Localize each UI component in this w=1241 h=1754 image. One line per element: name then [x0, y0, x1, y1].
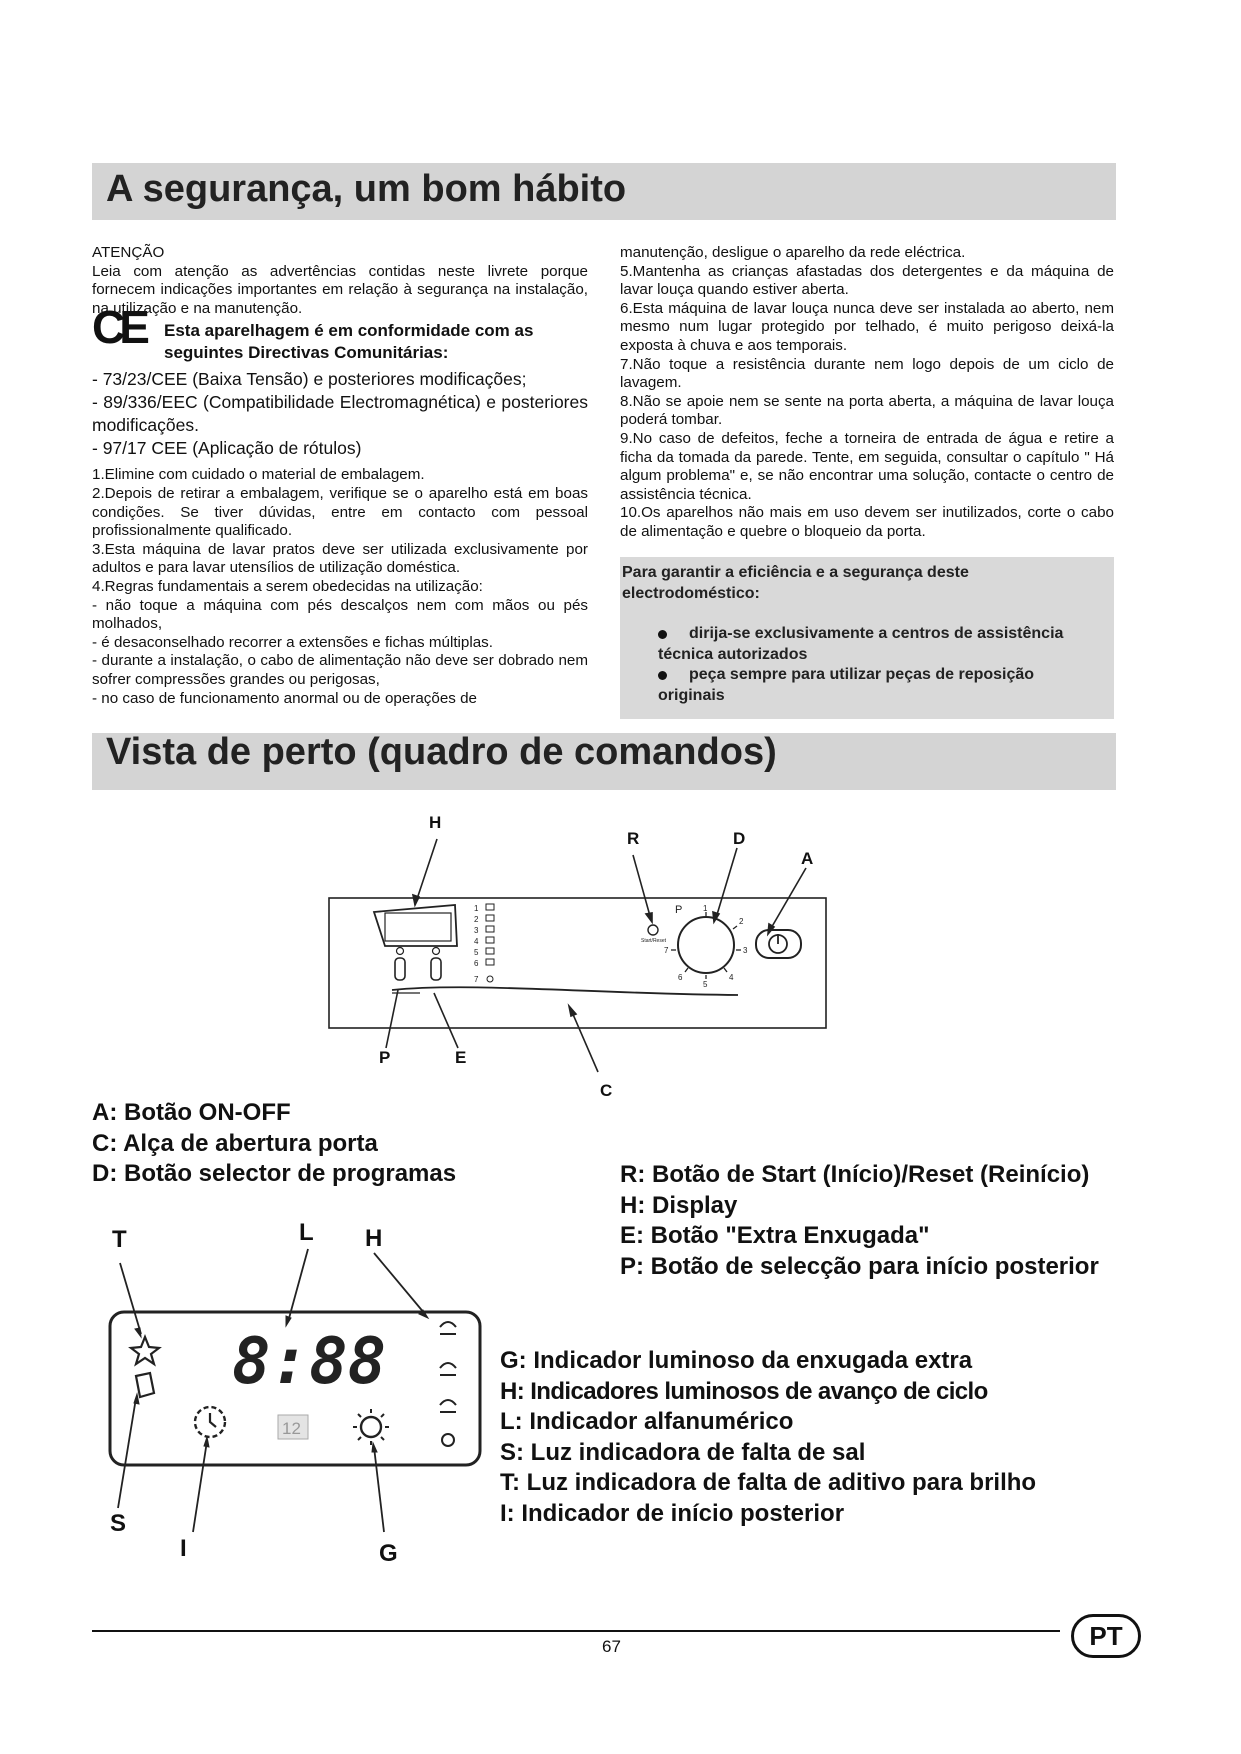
legend-p: P: Botão de selecção para início posterior	[620, 1252, 1099, 1280]
safety-item-6: 6.Esta máquina de lavar louça nunca deve ser instalada ao aberto, nem mesmo num lugar protegido por telhado, é muito perigoso deixá-la exposta à chuva e aos temporais.	[620, 299, 1114, 354]
safety-item-4b: - é desaconselhado recorrer a extensões e fichas múltiplas.	[92, 633, 493, 651]
knob-number-5: 5	[703, 980, 708, 989]
display-digits: 8:88	[232, 1325, 387, 1399]
attention-label: ATENÇÃO	[92, 244, 165, 261]
safety-item-10: 10.Os aparelhos não mais em uso devem ser inutilizados, corte o cabo de alimentação e quebre o bloqueio da porta.	[620, 504, 1114, 540]
display-window	[374, 905, 457, 946]
page-number: 67	[602, 1637, 621, 1656]
safety-item-4d: - no caso de funcionamento anormal ou de operações de	[92, 689, 478, 707]
panel-label-c: C	[600, 1081, 613, 1100]
legend-l: L: Indicador alfanumérico	[500, 1408, 794, 1435]
knob-number-4: 4	[729, 973, 734, 982]
display-label-g: G	[379, 1540, 398, 1567]
indicator-number-5: 5	[474, 948, 479, 957]
guarantee-bullet-2: peça sempre para utilizar peças de reposição originais	[658, 666, 1035, 704]
display-p-mark: P	[675, 904, 683, 916]
language-badge: PT	[1071, 1614, 1141, 1658]
knob-number-2: 2	[739, 917, 744, 926]
start-reset-button	[648, 925, 658, 935]
legend-r: R: Botão de Start (Início)/Reset (Reinício)	[620, 1161, 1090, 1188]
legend-a: A: Botão ON-OFF	[92, 1099, 291, 1126]
knob-number-6: 6	[678, 973, 683, 982]
legend-d: D: Botão selector de programas	[92, 1160, 457, 1187]
display-diagram	[0, 1200, 520, 1580]
page-title: A segurança, um bom hábito	[106, 168, 627, 210]
ce-mark-logo: CE	[92, 301, 144, 354]
knob-number-3: 3	[743, 946, 748, 955]
panel-label-a: A	[801, 849, 814, 868]
safety-item-4a: - não toque a máquina com pés descalços nem com mãos ou pés molhados,	[92, 596, 588, 633]
indicator-number-2: 2	[474, 915, 479, 924]
extra-dry-sun-icon	[361, 1417, 381, 1437]
start-reset-text: Start/Reset	[641, 938, 667, 944]
footer-rule	[92, 1630, 1060, 1632]
legend-e: E: Botão "Extra Enxugada"	[620, 1222, 930, 1249]
conformity-line1: Esta aparelhagem é em conformidade com as	[164, 321, 534, 341]
salt-icon	[136, 1373, 154, 1397]
legend-t: T: Luz indicadora de falta de aditivo para brilho	[500, 1469, 1037, 1496]
guarantee-bullet-1: dirija-se exclusivamente a centros de assistência técnica autorizados	[658, 625, 1064, 663]
panel-label-h: H	[429, 813, 442, 832]
panel-label-e: E	[455, 1048, 467, 1067]
indicator-number-3: 3	[474, 926, 479, 935]
safety-item-7: 7.Não toque a resistência durante nem logo depois de um ciclo de lavagem.	[620, 355, 1114, 392]
indicator-number-1: 1	[474, 904, 479, 913]
safety-item-1: 1.Elimine com cuidado o material de embalagem.	[92, 466, 425, 484]
display-label-h: H	[365, 1225, 383, 1252]
cycle-dry-icon	[442, 1434, 454, 1446]
display-label-i: I	[180, 1535, 187, 1562]
cycle-prewash-icon	[440, 1322, 456, 1334]
knob-number-1: 1	[703, 904, 708, 913]
delay-button	[395, 958, 405, 980]
panel-legend-left	[92, 1098, 456, 1190]
guarantee-heading: Para garantir a eficiência e a segurança deste electrodoméstico:	[622, 564, 969, 602]
extra-dry-button	[431, 958, 441, 980]
panel-label-d: D	[733, 829, 746, 848]
conformity-line2: seguintes Directivas Comunitárias:	[164, 343, 449, 363]
legend-h-cycle: H: Indicadores luminosos de avanço de ciclo	[500, 1377, 988, 1405]
safety-item-5: 5.Mantenha as crianças afastadas dos detergentes e da máquina de lavar louça quando estiver aberta.	[620, 262, 1114, 299]
safety-item-4: 4.Regras fundamentais a serem obedecidas na utilização:	[92, 577, 483, 595]
rinse-aid-star-icon	[131, 1337, 159, 1364]
legend-s: S: Luz indicadora de falta de sal	[500, 1438, 866, 1466]
safety-item-9: 9.No caso de defeitos, feche a torneira de entrada de água e retire a ficha da tomada da parede. Tente, em seguida, consultar o capítulo " Há algum problema" e, se não encontrar uma solução, contacte o centro de assistência técnica.	[620, 429, 1114, 503]
safety-item-3: 3.Esta máquina de lavar pratos deve ser utilizada exclusivamente por adultos e para lavar utensílios de utilização doméstica.	[92, 540, 588, 577]
indicator-number-7: 7	[474, 975, 479, 984]
safety-item-4c: - durante a instalação, o cabo de alimentação não deve ser dobrado nem sofrer compressões grandes ou perigosas,	[92, 652, 588, 688]
directive-73-23: - 73/23/CEE (Baixa Tensão) e posteriores modificações;	[92, 369, 527, 390]
indicator-number-4: 4	[474, 937, 479, 946]
display-label-t: T	[112, 1226, 127, 1253]
cycle-rinse-icon	[440, 1400, 456, 1412]
program-knob	[678, 917, 734, 973]
display-label-l: L	[299, 1219, 314, 1246]
intro-paragraph: Leia com atenção as advertências contidas neste livrete porque fornecem indicações importantes em relação à segurança na instalação, na utilização e na manutenção.	[92, 262, 588, 317]
indicator-number-6: 6	[474, 959, 479, 968]
cycle-wash-icon	[440, 1363, 456, 1375]
legend-g: G: Indicador luminoso da enxugada extra	[500, 1347, 973, 1374]
door-handle	[392, 987, 738, 995]
safety-item-4d-continued: manutenção, desligue o aparelho da rede eléctrica.	[620, 244, 966, 261]
panel-label-p: P	[379, 1048, 391, 1067]
display-legend	[500, 1346, 1036, 1529]
legend-h: H: Display	[620, 1191, 738, 1219]
knob-number-7: 7	[664, 946, 669, 955]
display-label-s: S	[110, 1510, 127, 1537]
safety-item-8: 8.Não se apoie nem se sente na porta aberta, a máquina de lavar louça poderá tombar.	[620, 392, 1114, 429]
section-title-control-panel: Vista de perto (quadro de comandos)	[106, 731, 777, 773]
control-panel-outline	[329, 898, 826, 1028]
safety-item-2: 2.Depois de retirar a embalagem, verifique se o aparelho está em boas condições. Se tiver dúvidas, entre em contacto com pessoal profissionalmente qualificado.	[92, 484, 588, 540]
legend-c: C: Alça de abertura porta	[92, 1129, 378, 1157]
directive-97-17: - 97/17 CEE (Aplicação de rótulos)	[92, 438, 362, 459]
directive-89-336: - 89/336/EEC (Compatibilidade Electromagnética) e posteriores modificações.	[92, 392, 588, 436]
panel-label-r: R	[627, 829, 640, 848]
legend-i: I: Indicador de início posterior	[500, 1499, 845, 1527]
delay-hours-text: 12	[282, 1419, 301, 1438]
panel-legend-right	[620, 1160, 1099, 1282]
